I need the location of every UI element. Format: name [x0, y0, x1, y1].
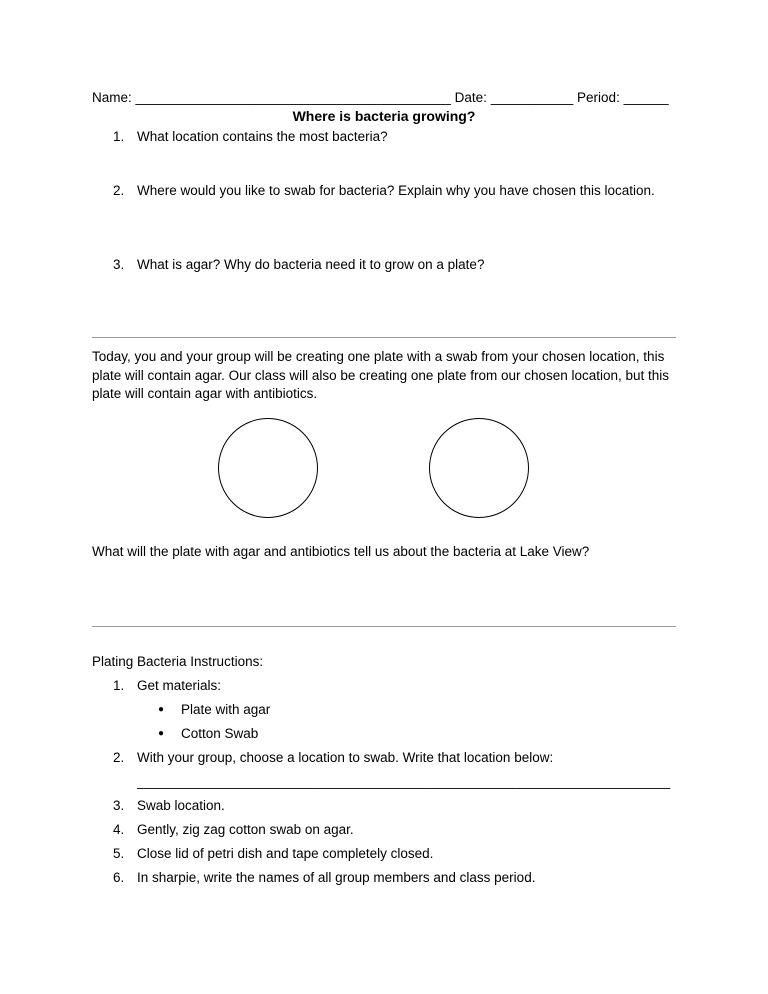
instruction-step-5-text: Close lid of petri dish and tape completely closed.	[137, 845, 434, 861]
petri-dish-circle-2	[429, 418, 529, 518]
instruction-step-1	[113, 678, 676, 694]
instruction-step-3-text: Swab location.	[137, 797, 225, 813]
instruction-step-4	[113, 822, 676, 838]
name-label: Name:	[92, 90, 132, 105]
question-2-text: Where would you like to swab for bacteria? Explain why you have chosen this location.	[137, 183, 655, 198]
date-label: Date:	[454, 90, 487, 105]
question-1	[113, 129, 676, 145]
instruction-step-1-text: Get materials:	[137, 677, 222, 693]
instruction-step-6	[113, 870, 676, 886]
material-item-2	[158, 726, 676, 742]
instruction-step-6-text: In sharpie, write the names of all group members and class period.	[137, 869, 536, 885]
instruction-step-2-number: 2.	[113, 749, 125, 765]
question-3	[113, 257, 676, 273]
instruction-step-1-number: 1.	[113, 677, 125, 693]
question-2	[113, 183, 676, 199]
date-blank: ___________	[490, 90, 574, 105]
bullet-icon: ●	[158, 727, 165, 739]
instruction-step-3-number: 3.	[113, 797, 125, 813]
period-blank: ______	[623, 90, 669, 105]
instruction-step-6-number: 6.	[113, 869, 125, 885]
instruction-step-5	[113, 846, 676, 862]
instructions-heading: Plating Bacteria Instructions:	[92, 653, 264, 669]
location-blank-line: _______________________________________________________________________	[137, 773, 671, 789]
question-3-number: 3.	[113, 257, 125, 272]
bullet-icon: ●	[158, 703, 165, 715]
page-title: Where is bacteria growing?	[292, 108, 476, 124]
petri-dish-circle-1	[218, 418, 318, 518]
name-blank: __________________________________________	[135, 90, 451, 105]
instruction-step-4-text: Gently, zig zag cotton swab on agar.	[137, 821, 354, 837]
instruction-step-2	[113, 750, 676, 766]
period-label: Period:	[577, 90, 620, 105]
instruction-step-2-text: With your group, choose a location to swab. Write that location below:	[137, 749, 554, 765]
question-1-text: What location contains the most bacteria?	[137, 129, 388, 144]
instruction-step-3	[113, 798, 676, 814]
antibiotics-question: What will the plate with agar and antibiotics tell us about the bacteria at Lake View?	[92, 543, 590, 559]
instruction-step-4-number: 4.	[113, 821, 125, 837]
instruction-step-5-number: 5.	[113, 845, 125, 861]
question-2-number: 2.	[113, 183, 125, 198]
petri-dish-row	[218, 418, 676, 518]
material-item-2-text: Cotton Swab	[181, 725, 259, 741]
section-divider-top	[92, 337, 676, 338]
intro-paragraph: Today, you and your group will be creating one plate with a swab from your chosen location, this plate will contain agar. Our class will also be creating one plate from our chosen location, but this plate will contain agar with antibiotics.	[92, 349, 670, 401]
section-divider-bottom	[92, 626, 676, 627]
material-item-1-text: Plate with agar	[181, 701, 271, 717]
header-line	[92, 90, 676, 106]
material-item-1	[158, 702, 676, 718]
question-3-text: What is agar? Why do bacteria need it to grow on a plate?	[137, 257, 485, 272]
question-1-number: 1.	[113, 129, 125, 144]
